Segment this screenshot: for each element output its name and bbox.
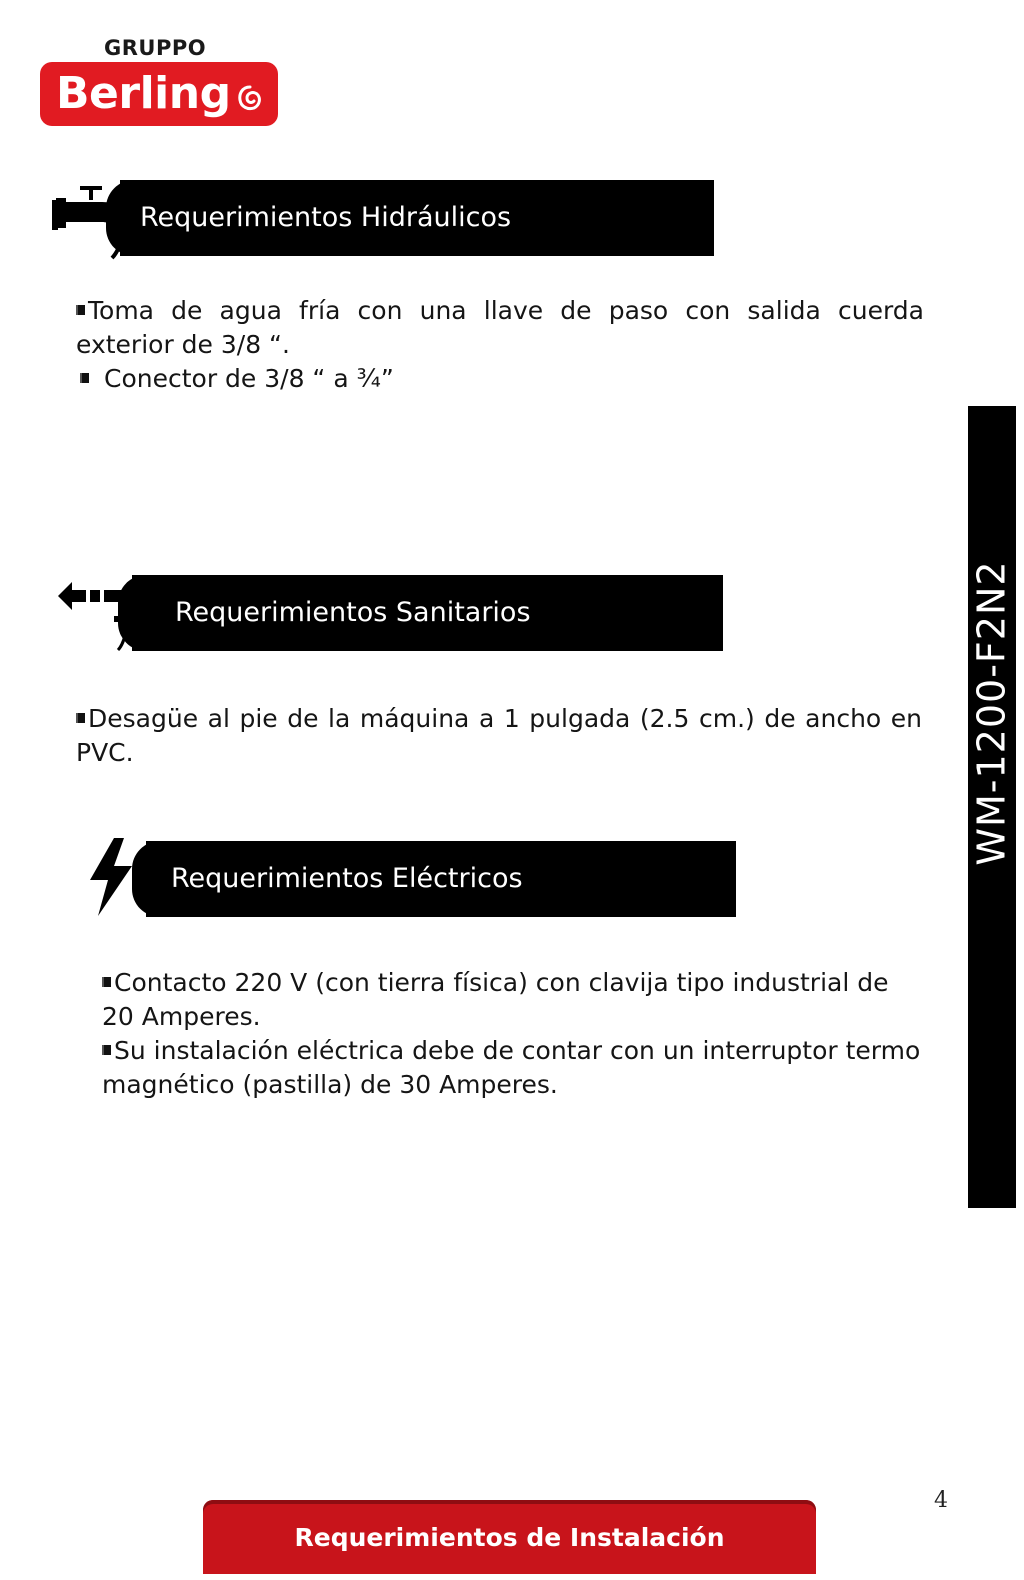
section-header-sanitarios [132,575,723,651]
brand-swirl-icon [236,84,264,112]
list-item [76,362,924,396]
bullet-icon [102,977,111,987]
bullet-icon [80,373,89,383]
model-number: WM-1200-F2N2 [970,560,1015,866]
list-item [102,966,924,1034]
list-item [76,294,924,362]
bullet-icon [76,713,85,723]
brand-group-label: GRUPPO [104,36,207,60]
section-title-electricos: Requerimientos Eléctricos [171,863,523,894]
footer-banner [203,1500,816,1574]
list-item [102,1034,924,1102]
brand-name: Berling [56,68,231,119]
side-tab-label-wrap [968,406,1016,1208]
list-item-text: Su instalación eléctrica debe de contar con un interruptor termo magnético (pastilla) de 30 Amperes. [102,1036,921,1099]
footer-title: Requerimientos de Instalación [294,1523,725,1552]
bullet-icon [102,1045,111,1055]
list-item-text: Toma de agua fría con una llave de paso con salida cuerda exterior de 3/8 “. [76,296,924,359]
bullet-icon [76,305,85,315]
list-item-text: Contacto 220 V (con tierra física) con clavija tipo industrial de 20 Amperes. [102,968,889,1031]
section-title-hidraulicos: Requerimientos Hidráulicos [140,202,512,233]
lightning-bolt-icon [84,836,138,918]
section-header-hidraulicos [120,180,714,256]
list-item [76,702,922,770]
section-header-electricos [146,841,736,917]
section-title-sanitarios: Requerimientos Sanitarios [175,597,531,628]
page-number: 4 [934,1488,948,1513]
list-item-text: Desagüe al pie de la máquina a 1 pulgada (2.5 cm.) de ancho en PVC. [76,704,922,767]
brand-logo [40,36,280,132]
list-item-text: Conector de 3/8 “ a ¾” [104,364,394,393]
